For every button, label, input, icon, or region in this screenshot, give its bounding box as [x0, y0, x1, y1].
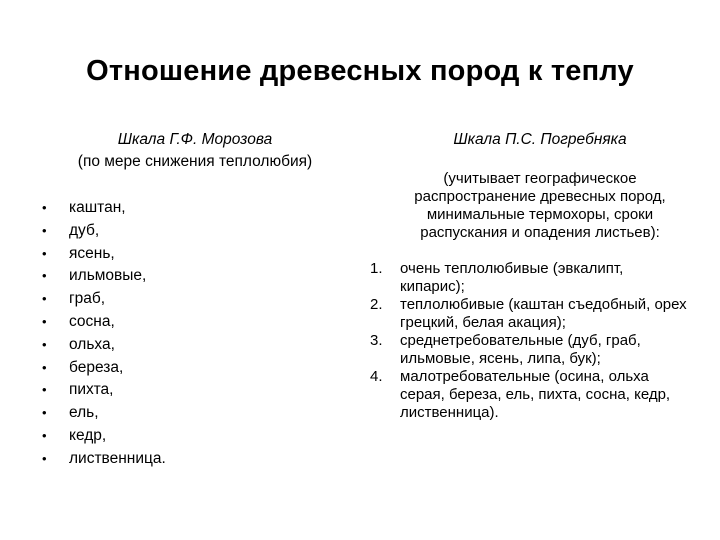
bullet-icon: •: [42, 336, 47, 352]
list-item: [40, 311, 166, 334]
item-number: 2.: [370, 296, 383, 313]
item-number: 3.: [370, 332, 383, 349]
bullet-icon: •: [42, 313, 47, 329]
morozov-scale-heading: [40, 129, 350, 173]
species-name: лиственница.: [69, 449, 166, 467]
pogrebnyak-groups-list: [370, 260, 690, 422]
bullet-icon: •: [42, 382, 47, 398]
list-item: [40, 357, 166, 380]
bullet-icon: •: [42, 245, 47, 261]
group-description: малотребовательные (осина, ольха серая, береза, ель, пихта, сосна, кедр, лиственница).: [400, 368, 671, 421]
list-item: [370, 296, 690, 332]
list-item: [40, 197, 166, 220]
list-item: [40, 220, 166, 243]
bullet-icon: •: [42, 200, 47, 215]
bullet-icon: •: [42, 291, 47, 307]
species-name: пихта,: [69, 381, 114, 399]
species-name: кедр,: [69, 426, 107, 444]
species-name: ель,: [69, 404, 99, 422]
list-item: [370, 332, 690, 368]
bullet-icon: •: [42, 405, 47, 421]
pogrebnyak-scale-intro: (учитывает географическое распространение древесных пород, минимальные термохоры, сроки распускания и опадения листьев):: [414, 170, 666, 241]
group-description: очень теплолюбивые (эвкалипт, кипарис);: [400, 260, 624, 295]
bullet-icon: •: [42, 268, 47, 284]
bullet-icon: •: [42, 450, 47, 466]
species-name: ольха,: [69, 335, 115, 353]
item-number: 1.: [370, 260, 383, 277]
bullet-icon: •: [42, 427, 47, 443]
list-item: [40, 379, 166, 402]
list-item: [40, 288, 166, 311]
list-item: [40, 402, 166, 425]
group-description: теплолюбивые (каштан съедобный, орех грецкий, белая акация);: [400, 296, 687, 331]
group-description: среднетребовательные (дуб, граб, ильмовые, ясень, липа, бук);: [400, 332, 641, 367]
list-item: [370, 368, 690, 422]
item-number: 4.: [370, 368, 383, 385]
list-item: [40, 265, 166, 288]
species-name: граб,: [69, 290, 106, 308]
morozov-scale-title: Шкала Г.Ф. Морозова: [117, 131, 273, 148]
pogrebnyak-scale-heading: Шкала П.С. Погребняка: [453, 131, 627, 148]
species-name: ильмовые,: [69, 267, 147, 285]
species-name: ясень,: [69, 244, 115, 262]
list-item: [370, 260, 690, 296]
morozov-species-list: [40, 197, 166, 471]
list-item: [40, 243, 166, 266]
list-item: [40, 425, 166, 448]
list-item: [40, 448, 166, 471]
bullet-icon: •: [42, 359, 47, 375]
morozov-scale-subtitle: (по мере снижения теплолюбия): [77, 153, 313, 170]
slide-title: Отношение древесных пород к теплу: [86, 55, 634, 87]
species-name: каштан,: [69, 199, 126, 216]
species-name: береза,: [69, 358, 124, 376]
list-item: [40, 334, 166, 357]
bullet-icon: •: [42, 222, 47, 238]
species-name: дуб,: [69, 221, 100, 239]
species-name: сосна,: [69, 312, 115, 330]
